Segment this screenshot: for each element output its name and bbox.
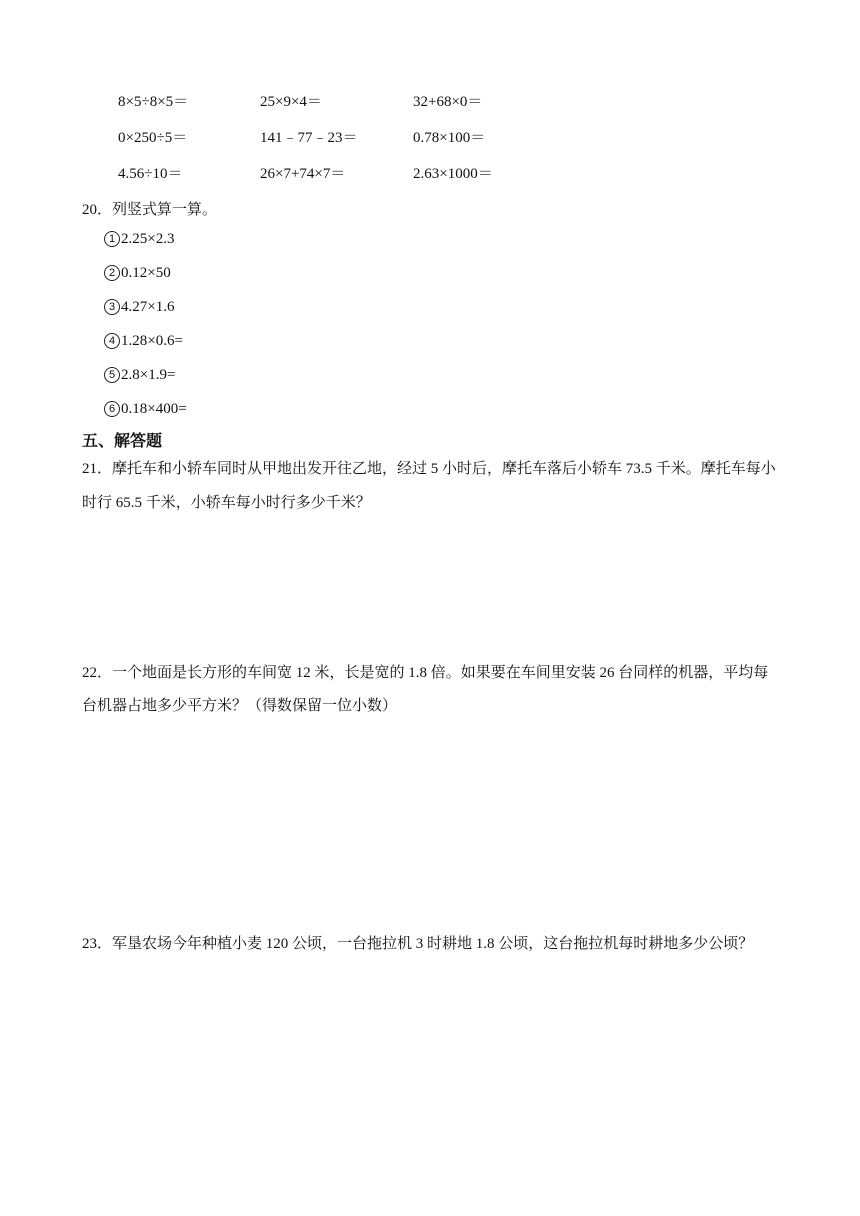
item-expression: 2.25×2.3 xyxy=(121,231,175,247)
question-text-line: 台机器占地多少平方米？（得数保留一位小数） xyxy=(82,698,398,714)
vertical-calc-item xyxy=(104,265,171,282)
calc-expression: 4.56÷10＝ xyxy=(118,166,183,182)
circled-number-6-icon: 6 xyxy=(104,401,120,417)
question-text: 列竖式算一算。 xyxy=(112,202,218,218)
item-expression: 0.18×400= xyxy=(121,401,187,417)
question-text-line: 22．一个地面是长方形的车间宽 12 米，长是宽的 1.8 倍。如果要在车间里安装 26 台同样的机器，平均每 xyxy=(82,665,769,681)
question-text-line: 23．军垦农场今年种植小麦 120 公顷，一台拖拉机 3 时耕地 1.8 公顷，这台拖拉机每时耕地多少公顷？ xyxy=(82,936,754,952)
item-expression: 0.12×50 xyxy=(121,265,171,281)
calc-expression: 141﹣77﹣23＝ xyxy=(260,130,358,146)
circled-number-3-icon: 3 xyxy=(104,299,120,315)
circled-number-5-icon: 5 xyxy=(104,367,120,383)
calc-row xyxy=(0,162,860,184)
calc-row xyxy=(0,126,860,148)
calc-row xyxy=(0,90,860,112)
calc-expression: 32+68×0＝ xyxy=(413,94,483,110)
question-prompt xyxy=(82,198,217,219)
calc-expression: 0.78×100＝ xyxy=(413,130,486,146)
circled-number-1-icon: 1 xyxy=(104,231,120,247)
calc-expression: 0×250÷5＝ xyxy=(118,130,188,146)
circled-number-2-icon: 2 xyxy=(104,265,120,281)
vertical-calc-item xyxy=(104,367,175,384)
calc-expression: 25×9×4＝ xyxy=(260,94,322,110)
vertical-calc-item xyxy=(104,333,183,350)
vertical-calc-item xyxy=(104,231,174,248)
item-expression: 2.8×1.9= xyxy=(121,367,176,383)
question-text-line: 时行 65.5 千米，小轿车每小时行多少千米？ xyxy=(82,495,371,511)
calc-expression: 8×5÷8×5＝ xyxy=(118,94,189,110)
question-text-line: 21．摩托车和小轿车同时从甲地出发开往乙地，经过 5 小时后，摩托车落后小轿车 73.5 千米。摩托车每小 xyxy=(82,461,776,477)
calc-expression: 2.63×1000＝ xyxy=(413,166,493,182)
vertical-calc-item xyxy=(104,299,174,316)
vertical-calc-item xyxy=(104,401,187,418)
section-heading: 五、解答题 xyxy=(82,431,163,450)
question-number: 20． xyxy=(82,202,113,218)
item-expression: 4.27×1.6 xyxy=(121,299,175,315)
item-expression: 1.28×0.6= xyxy=(121,333,183,349)
calc-expression: 26×7+74×7＝ xyxy=(260,166,346,182)
circled-number-4-icon: 4 xyxy=(104,333,120,349)
